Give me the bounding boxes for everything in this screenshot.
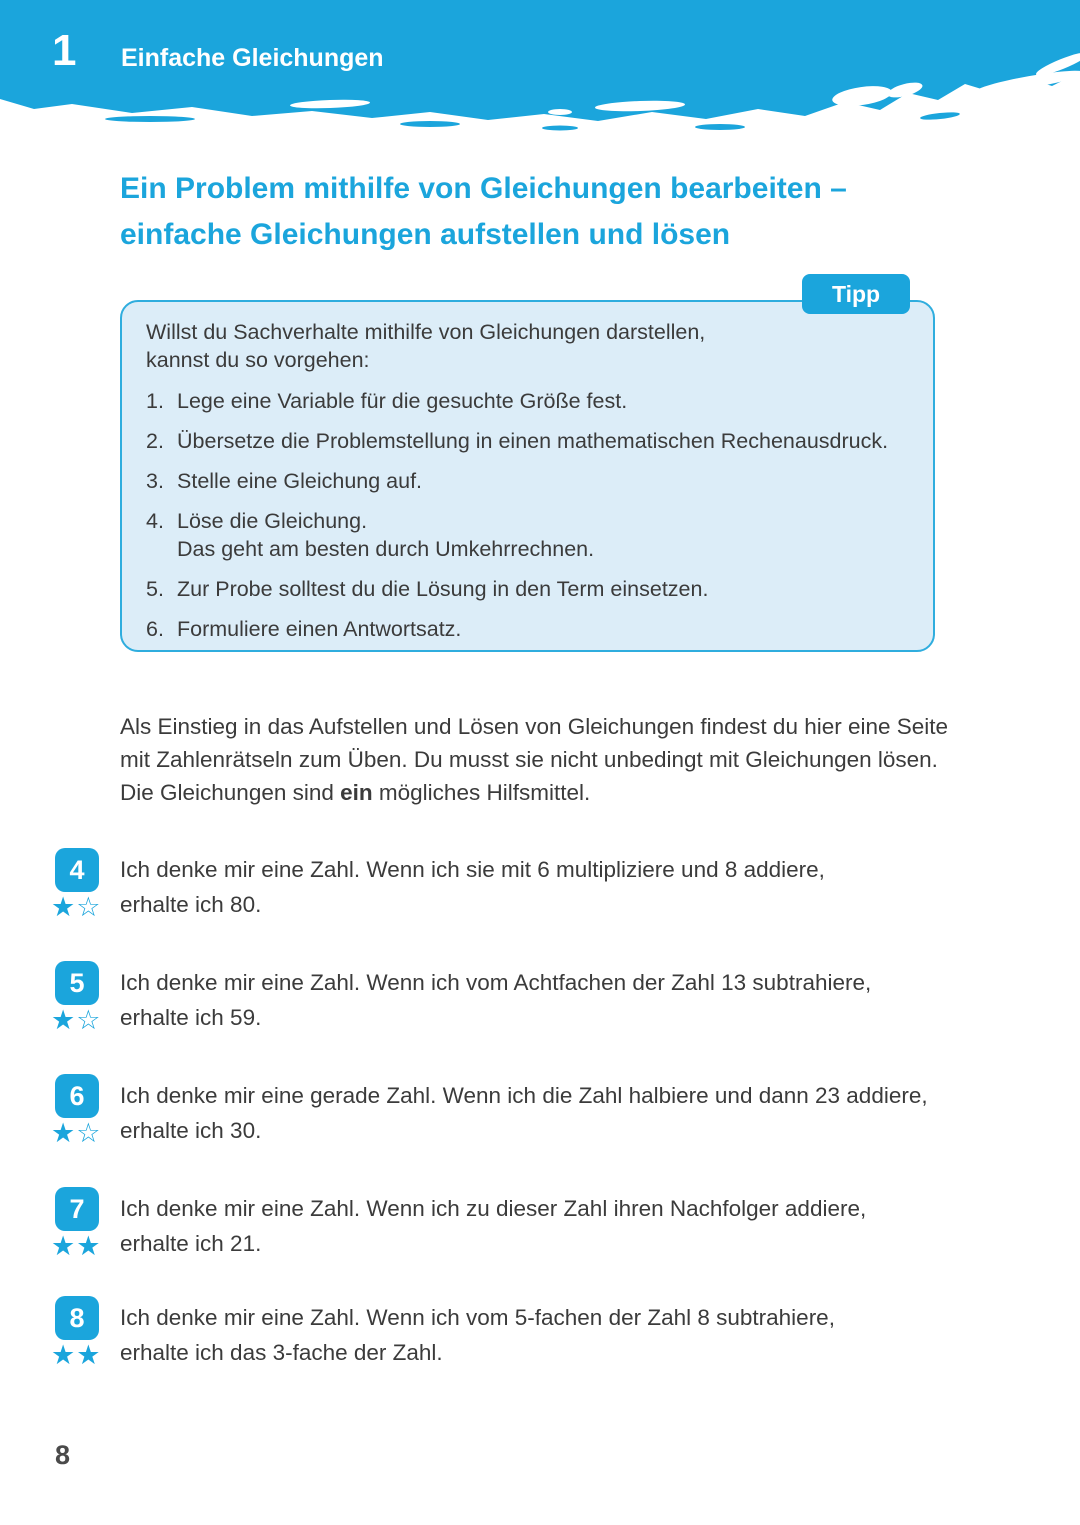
step-number: 5. <box>146 577 164 601</box>
exercise-number-badge: 5 <box>55 961 99 1005</box>
tip-box <box>120 280 935 652</box>
intro-line3-text: mögliches Hilfsmittel. <box>372 780 591 805</box>
chapter-title: Einfache Gleichungen <box>121 44 384 72</box>
page-number: 8 <box>55 1440 71 1470</box>
section-title-line2: einfache Gleichungen aufstellen und lösen <box>120 218 731 251</box>
tip-intro-line2: kannst du so vorgehen: <box>146 348 370 372</box>
step-text-line2: Das geht am besten durch Umkehrrechnen. <box>177 537 595 561</box>
intro-line2: mit Zahlenrätseln zum Üben. Du musst sie nicht unbedingt mit Gleichungen lösen. <box>120 747 938 772</box>
exercise-6 <box>51 1074 1015 1149</box>
exercise-text-line2: erhalte ich 80. <box>120 892 262 917</box>
step-text: Lege eine Variable für die gesuchte Größe fest. <box>177 389 628 413</box>
step-text: Zur Probe solltest du die Lösung in den Term einsetzen. <box>177 577 709 601</box>
intro-line3-bold: ein <box>340 780 373 805</box>
exercise-marker <box>51 1296 120 1371</box>
step-text: Stelle eine Gleichung auf. <box>177 469 423 493</box>
tip-step-4 <box>146 507 909 563</box>
exercise-5 <box>51 961 1015 1036</box>
exercise-text-line1: Ich denke mir eine Zahl. Wenn ich sie mit 6 multipliziere und 8 addiere, <box>120 857 825 882</box>
exercise-text <box>120 1296 1015 1371</box>
exercise-text-line2: erhalte ich 30. <box>120 1118 262 1143</box>
exercise-text-line2: erhalte ich 59. <box>120 1005 262 1030</box>
intro-paragraph <box>120 710 980 809</box>
exercise-8 <box>51 1296 1015 1371</box>
step-text: Formuliere einen Antwortsatz. <box>177 617 462 641</box>
exercise-number-badge: 7 <box>55 1187 99 1231</box>
exercise-7 <box>51 1187 1015 1262</box>
header-content <box>0 0 1080 95</box>
chapter-number: 1 <box>52 26 77 75</box>
tip-intro-line1: Willst du Sachverhalte mithilfe von Gleichungen darstellen, <box>146 320 706 344</box>
exercise-text <box>120 848 1015 923</box>
exercise-number-badge: 4 <box>55 848 99 892</box>
difficulty-stars: ★☆ <box>51 892 102 922</box>
tip-step-3 <box>146 467 909 495</box>
tip-intro <box>146 318 909 374</box>
tip-step-5 <box>146 575 909 603</box>
exercise-text-line2: erhalte ich das 3-fache der Zahl. <box>120 1340 443 1365</box>
exercise-text-line1: Ich denke mir eine gerade Zahl. Wenn ich die Zahl halbiere und dann 23 addiere, <box>120 1083 928 1108</box>
section-title <box>120 166 980 258</box>
step-number: 3. <box>146 469 164 493</box>
step-number: 2. <box>146 429 164 453</box>
tip-tab: Tipp <box>802 274 910 314</box>
step-number: 1. <box>146 389 164 413</box>
exercise-text-line1: Ich denke mir eine Zahl. Wenn ich vom Achtfachen der Zahl 13 subtrahiere, <box>120 970 872 995</box>
difficulty-stars: ★☆ <box>51 1118 102 1148</box>
exercise-4 <box>51 848 1015 923</box>
step-text-line1: Löse die Gleichung. <box>177 509 368 533</box>
section-title-line1: Ein Problem mithilfe von Gleichungen bearbeiten – <box>120 172 847 205</box>
exercise-text <box>120 961 1015 1036</box>
exercise-text <box>120 1074 1015 1149</box>
exercise-marker <box>51 1187 120 1262</box>
step-number: 6. <box>146 617 164 641</box>
exercise-marker <box>51 1074 120 1149</box>
exercise-text <box>120 1187 1015 1262</box>
header-band <box>0 0 1080 140</box>
exercise-text-line1: Ich denke mir eine Zahl. Wenn ich zu dieser Zahl ihren Nachfolger addiere, <box>120 1196 867 1221</box>
difficulty-stars: ★★ <box>51 1340 102 1370</box>
tip-step-1 <box>146 387 909 415</box>
intro-line1: Als Einstieg in das Aufstellen und Lösen von Gleichungen findest du hier eine Seite <box>120 714 949 739</box>
exercise-number-badge: 8 <box>55 1296 99 1340</box>
exercise-marker <box>51 848 120 923</box>
tip-step-6 <box>146 615 909 643</box>
step-number: 4. <box>146 509 164 533</box>
intro-line3 <box>120 776 980 809</box>
step-text <box>177 507 909 563</box>
difficulty-stars: ★★ <box>51 1231 102 1261</box>
exercise-number-badge: 6 <box>55 1074 99 1118</box>
exercise-marker <box>51 961 120 1036</box>
exercise-text-line2: erhalte ich 21. <box>120 1231 262 1256</box>
tip-step-2 <box>146 427 909 455</box>
step-text: Übersetze die Problemstellung in einen mathematischen Rechenausdruck. <box>177 429 889 453</box>
intro-line3-text: Die Gleichungen sind <box>120 780 341 805</box>
exercise-text-line1: Ich denke mir eine Zahl. Wenn ich vom 5-fachen der Zahl 8 subtrahiere, <box>120 1305 835 1330</box>
difficulty-stars: ★☆ <box>51 1005 102 1035</box>
